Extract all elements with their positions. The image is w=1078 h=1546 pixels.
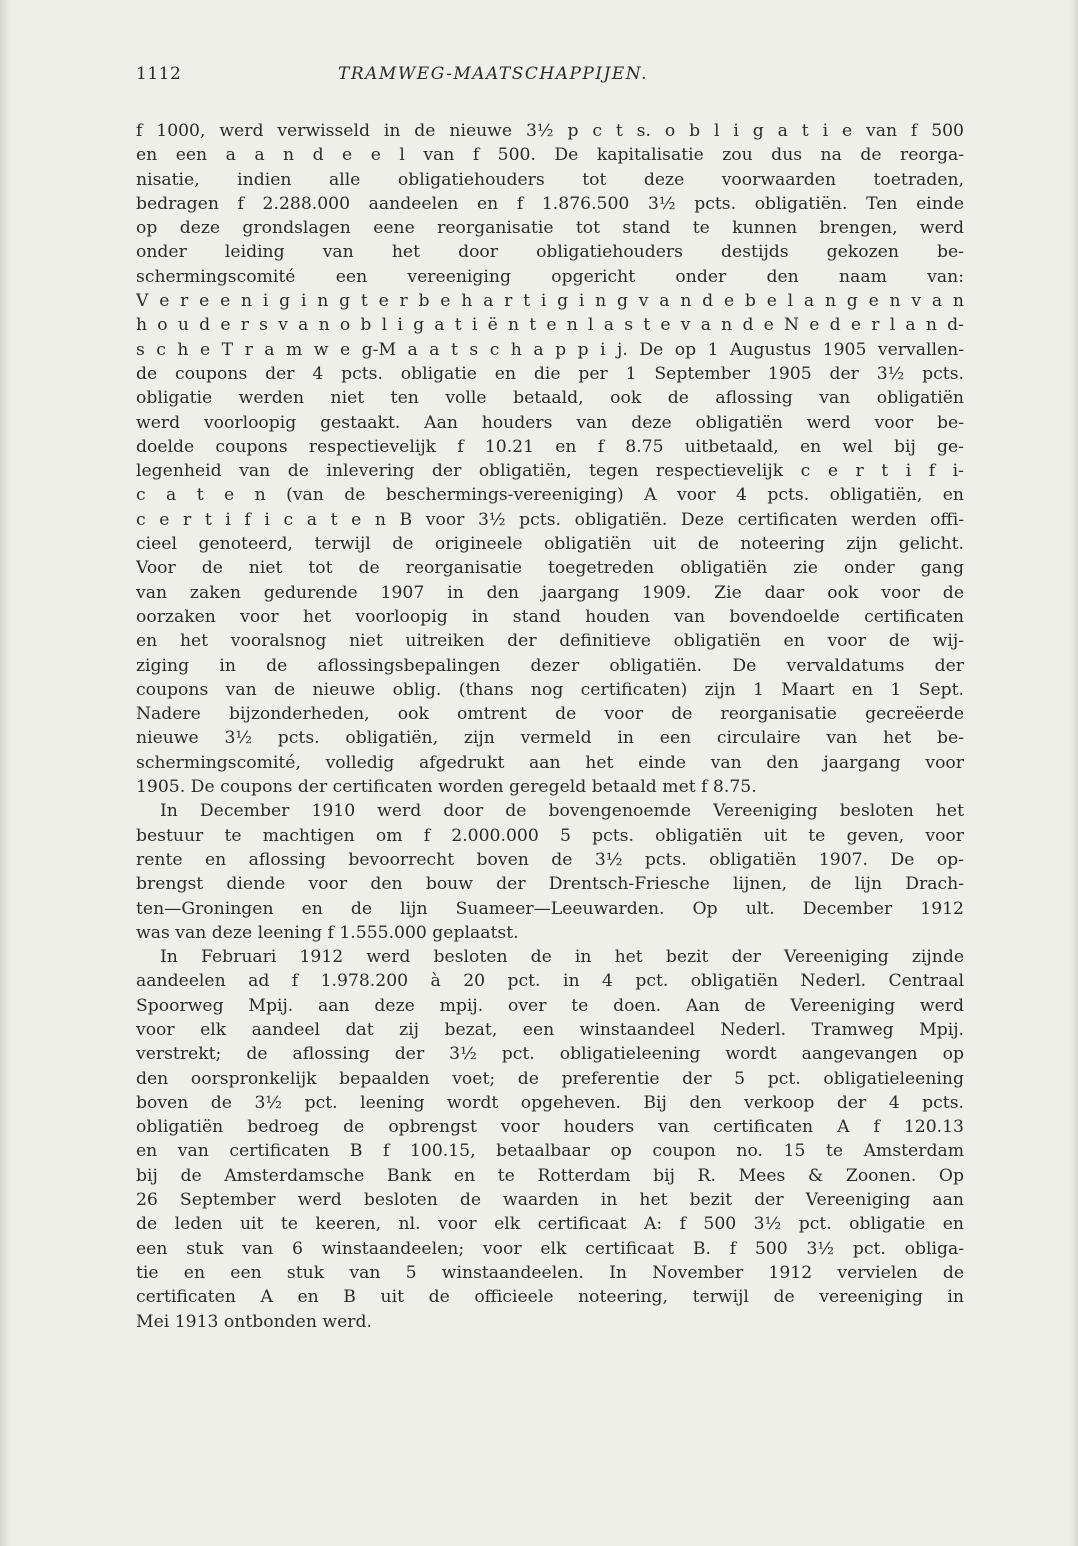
page-edge-left	[0, 0, 10, 1546]
text-line: nieuwe 3½ pcts. obligatiën, zijn vermeld in een circulaire van het be-	[136, 728, 964, 749]
text-line: onder leiding van het door obligatiehouders destijds gekozen be-	[136, 242, 964, 263]
text-line: c a t e n (van de beschermings-vereeniging) A voor 4 pcts. obligatiën, en	[136, 485, 964, 506]
text-line: obligatie werden niet ten volle betaald, ook de aflossing van obligatiën	[136, 388, 964, 409]
text-line: van zaken gedurende 1907 in den jaargang 1909. Zie daar ook voor de	[136, 582, 964, 603]
text-line: bedragen f 2.288.000 aandeelen en f 1.876.500 3½ pcts. obligatiën. Ten einde	[136, 193, 964, 214]
text-line: Voor de niet tot de reorganisatie toegetreden obligatiën zie onder gang	[136, 558, 964, 579]
text-line: Nadere bijzonderheden, ook omtrent de voor de reorganisatie gecreëerde	[136, 704, 964, 725]
text-line: was van deze leening f 1.555.000 geplaatst.	[136, 922, 519, 943]
text-line: schermingscomité een vereeniging opgericht onder den naam van:	[136, 266, 964, 287]
text-line: een stuk van 6 winstaandeelen; voor elk certificaat B. f 500 3½ pct. obliga-	[136, 1238, 964, 1259]
text-line: certificaten A en B uit de officieele noteering, terwijl de vereeniging in	[136, 1287, 964, 1308]
running-title: TRAMWEG-MAATSCHAPPIJEN.	[338, 64, 648, 84]
text-line: werd voorloopig gestaakt. Aan houders van deze obligatiën werd voor be-	[136, 412, 964, 433]
text-line: boven de 3½ pct. leening wordt opgeheven. Bij den verkoop der 4 pcts.	[136, 1092, 964, 1113]
text-line: h o u d e r s v a n o b l i g a t i ë n t e n l a s t e v a n d e N e d e r l a n d-	[136, 315, 964, 336]
text-line: bestuur te machtigen om f 2.000.000 5 pcts. obligatiën uit te geven, voor	[136, 825, 964, 846]
text-line: en van certificaten B f 100.15, betaalbaar op coupon no. 15 te Amsterdam	[136, 1141, 964, 1162]
text-line: cieel genoteerd, terwijl de origineele obligatiën uit de noteering zijn gelicht.	[136, 534, 964, 555]
body-text	[136, 119, 964, 1334]
text-line: schermingscomité, volledig afgedrukt aan het einde van den jaargang voor	[136, 752, 964, 773]
text-line: In December 1910 werd door de bovengenoemde Vereeniging besloten het	[160, 801, 964, 822]
text-line: nisatie, indien alle obligatiehouders tot deze voorwaarden toetraden,	[136, 169, 964, 190]
text-line: en een a a n d e e l van f 500. De kapitalisatie zou dus na de reorga-	[136, 145, 964, 166]
text-line: legenheid van de inlevering der obligatiën, tegen respectievelijk c e r t i f i-	[136, 461, 964, 482]
text-line: de coupons der 4 pcts. obligatie en die per 1 September 1905 der 3½ pcts.	[136, 363, 964, 384]
text-line: 1905. De coupons der certificaten worden geregeld betaald met f 8.75.	[136, 777, 757, 798]
text-line: ten—Groningen en de lijn Suameer—Leeuwarden. Op ult. December 1912	[136, 898, 964, 919]
text-line: brengst diende voor den bouw der Drentsch-Friesche lijnen, de lijn Drach-	[136, 874, 964, 895]
text-line: Spoorweg Mpij. aan deze mpij. over te doen. Aan de Vereeniging werd	[136, 995, 964, 1016]
text-line: doelde coupons respectievelijk f 10.21 en f 8.75 uitbetaald, en wel bij ge-	[136, 436, 964, 457]
text-line: obligatiën bedroeg de opbrengst voor houders van certificaten A f 120.13	[136, 1117, 964, 1138]
text-line: Mei 1913 ontbonden werd.	[136, 1311, 372, 1332]
text-line: op deze grondslagen eene reorganisatie tot stand te kunnen brengen, werd	[136, 218, 964, 239]
text-line: 26 September werd besloten de waarden in het bezit der Vereeniging aan	[136, 1190, 964, 1211]
text-line: bij de Amsterdamsche Bank en te Rotterdam bij R. Mees & Zoonen. Op	[136, 1165, 964, 1186]
text-line: den oorspronkelijk bepaalden voet; de preferentie der 5 pct. obligatieleening	[136, 1068, 964, 1089]
page-number: 1112	[136, 64, 182, 84]
text-line: en het vooralsnog niet uitreiken der definitieve obligatiën en voor de wij-	[136, 631, 964, 652]
text-line: In Februari 1912 werd besloten de in het bezit der Vereeniging zijnde	[160, 947, 964, 968]
text-line: verstrekt; de aflossing der 3½ pct. obligatieleening wordt aangevangen op	[136, 1044, 964, 1065]
text-line: coupons van de nieuwe oblig. (thans nog certificaten) zijn 1 Maart en 1 Sept.	[136, 679, 964, 700]
text-line: f 1000, werd verwisseld in de nieuwe 3½ p c t s. o b l i g a t i e van f 500	[136, 121, 964, 141]
text-line: c e r t i f i c a t e n B voor 3½ pcts. obligatiën. Deze certificaten werden offi-	[136, 509, 964, 530]
text-line: de leden uit te keeren, nl. voor elk certificaat A: f 500 3½ pct. obligatie en	[136, 1214, 964, 1235]
text-line: s c h e T r a m w e g-M a a t s c h a p p i j. De op 1 Augustus 1905 vervallen-	[136, 339, 964, 360]
text-line: V e r e e n i g i n g t e r b e h a r t i g i n g v a n d e b e l a n g e n v a n	[136, 291, 964, 312]
text-line: rente en aflossing bevoorrecht boven de 3½ pcts. obligatiën 1907. De op-	[136, 849, 964, 870]
page-header	[136, 64, 952, 92]
page-edge-right	[1070, 0, 1078, 1546]
text-line: ziging in de aflossingsbepalingen dezer obligatiën. De vervaldatums der	[136, 655, 964, 676]
text-line: aandeelen ad f 1.978.200 à 20 pct. in 4 pct. obligatiën Nederl. Centraal	[136, 971, 964, 992]
text-line: voor elk aandeel dat zij bezat, een winstaandeel Nederl. Tramweg Mpij.	[136, 1019, 964, 1040]
text-line: tie en een stuk van 5 winstaandeelen. In November 1912 vervielen de	[136, 1262, 964, 1283]
text-line: oorzaken voor het voorloopig in stand houden van bovendoelde certificaten	[136, 606, 964, 627]
